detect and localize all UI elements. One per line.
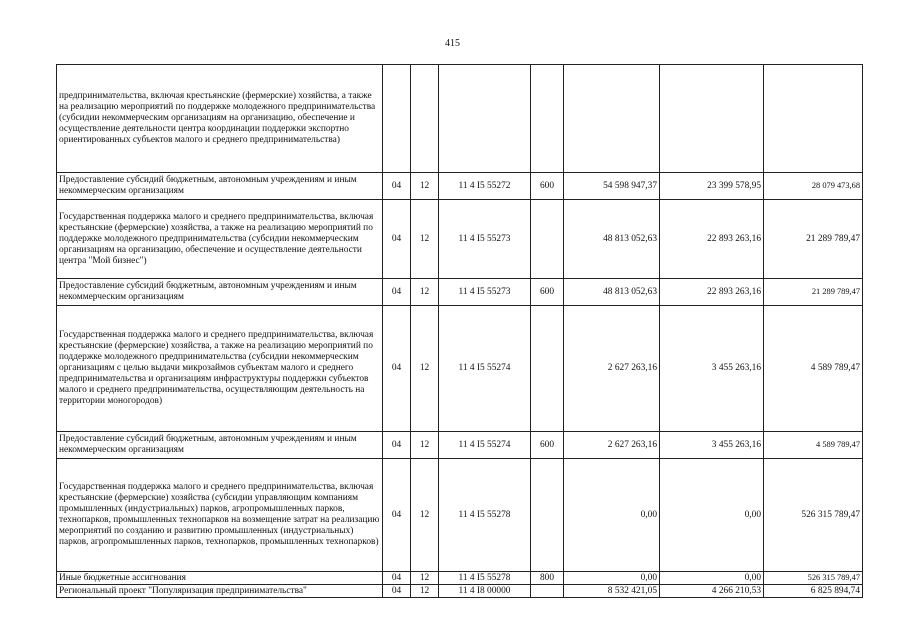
table-row bbox=[57, 65, 863, 173]
row-expense-type: 600 bbox=[531, 279, 564, 306]
row-subsection: 12 bbox=[411, 585, 439, 598]
row-target-article: 11 4 I5 55272 bbox=[439, 173, 531, 200]
table-row bbox=[57, 173, 863, 200]
row-sum-1: 0,00 bbox=[564, 459, 660, 572]
row-section: 04 bbox=[383, 585, 411, 598]
row-subsection: 12 bbox=[411, 432, 439, 459]
row-target-article: 11 4 I5 55274 bbox=[439, 306, 531, 432]
row-sum-2: 4 266 210,53 bbox=[660, 585, 764, 598]
row-subsection: 12 bbox=[411, 306, 439, 432]
table-row bbox=[57, 572, 863, 585]
row-target-article: 11 4 I5 55274 bbox=[439, 432, 531, 459]
row-expense-type: 600 bbox=[531, 173, 564, 200]
budget-table bbox=[56, 64, 863, 598]
row-sum-2 bbox=[660, 65, 764, 173]
row-sum-3: 526 315 789,47 bbox=[764, 459, 863, 572]
row-sum-3: 4 589 789,47 bbox=[764, 306, 863, 432]
row-subsection: 12 bbox=[411, 572, 439, 585]
row-name: Предоставление субсидий бюджетным, автономным учреждениям и иным некоммерческим организациям bbox=[57, 279, 383, 306]
table-row bbox=[57, 585, 863, 598]
row-section: 04 bbox=[383, 459, 411, 572]
row-sum-1: 0,00 bbox=[564, 572, 660, 585]
row-sum-3: 21 289 789,47 bbox=[764, 279, 863, 306]
row-target-article: 11 4 I5 55278 bbox=[439, 572, 531, 585]
row-subsection bbox=[411, 65, 439, 173]
row-sum-1 bbox=[564, 65, 660, 173]
row-section: 04 bbox=[383, 306, 411, 432]
row-sum-3 bbox=[764, 65, 863, 173]
row-section: 04 bbox=[383, 173, 411, 200]
row-sum-2: 22 893 263,16 bbox=[660, 279, 764, 306]
row-subsection: 12 bbox=[411, 279, 439, 306]
row-sum-2: 0,00 bbox=[660, 459, 764, 572]
row-sum-1: 2 627 263,16 bbox=[564, 432, 660, 459]
row-name: Предоставление субсидий бюджетным, автономным учреждениям и иным некоммерческим организациям bbox=[57, 173, 383, 200]
row-sum-1: 8 532 421,05 bbox=[564, 585, 660, 598]
row-expense-type bbox=[531, 459, 564, 572]
row-sum-1: 2 627 263,16 bbox=[564, 306, 660, 432]
row-section: 04 bbox=[383, 432, 411, 459]
page-number: 415 bbox=[445, 38, 460, 49]
row-expense-type bbox=[531, 306, 564, 432]
row-subsection: 12 bbox=[411, 459, 439, 572]
row-sum-3: 526 315 789,47 bbox=[764, 572, 863, 585]
row-sum-1: 54 598 947,37 bbox=[564, 173, 660, 200]
row-target-article: 11 4 I5 55273 bbox=[439, 200, 531, 279]
row-section: 04 bbox=[383, 572, 411, 585]
row-name: Предоставление субсидий бюджетным, автономным учреждениям и иным некоммерческим организациям bbox=[57, 432, 383, 459]
row-subsection: 12 bbox=[411, 173, 439, 200]
row-sum-2: 3 455 263,16 bbox=[660, 432, 764, 459]
row-sum-3: 4 589 789,47 bbox=[764, 432, 863, 459]
row-name: предпринимательства, включая крестьянские (фермерские) хозяйства, а также на реализацию мероприятий по поддержке молодежного предпринимательства (субсидии некоммерческим организациям на организацию, обеспечение и осуществление деятельности центра координации поддержки экспортно ориентированных субъектов малого и среднего предпринимательства) bbox=[57, 65, 383, 173]
row-name: Государственная поддержка малого и среднего предпринимательства, включая крестьянские (фермерские) хозяйства, а также на реализацию мероприятий по поддержке молодежного предпринимательства (субсидии некоммерческим организациям на организацию, обеспечение и осуществление деятельности центра "Мой бизнес") bbox=[57, 200, 383, 279]
row-subsection: 12 bbox=[411, 200, 439, 279]
row-sum-2: 0,00 bbox=[660, 572, 764, 585]
table-row bbox=[57, 200, 863, 279]
row-sum-3: 21 289 789,47 bbox=[764, 200, 863, 279]
row-expense-type bbox=[531, 585, 564, 598]
row-sum-2: 22 893 263,16 bbox=[660, 200, 764, 279]
row-sum-3: 28 079 473,68 bbox=[764, 173, 863, 200]
row-section: 04 bbox=[383, 200, 411, 279]
row-name: Государственная поддержка малого и среднего предпринимательства, включая крестьянские (фермерские) хозяйства (субсидии управляющим компаниям промышленных (индустриальных) парков, агропромышленных парков, технопарков, промышленных технопарков на возмещение затрат на реализацию мероприятий по созданию и развитию промышленных (индустриальных) парков, агропромышленных парков, технопарков, промышленных технопарков) bbox=[57, 459, 383, 572]
row-target-article: 11 4 I8 00000 bbox=[439, 585, 531, 598]
table-row bbox=[57, 432, 863, 459]
row-name: Государственная поддержка малого и среднего предпринимательства, включая крестьянские (фермерские) хозяйства, а также на реализацию мероприятий по поддержке молодежного предпринимательства (субсидии некоммерческим организациям с целью выдачи микрозаймов субъектам малого и среднего предпринимательства и организациям инфраструктуры поддержки субъектов малого и среднего предпринимательства, осуществляющим деятельность на территории моногородов) bbox=[57, 306, 383, 432]
row-section: 04 bbox=[383, 279, 411, 306]
row-sum-2: 23 399 578,95 bbox=[660, 173, 764, 200]
row-name: Иные бюджетные ассигнования bbox=[57, 572, 383, 585]
row-sum-3: 6 825 894,74 bbox=[764, 585, 863, 598]
row-expense-type: 600 bbox=[531, 432, 564, 459]
row-target-article: 11 4 I5 55273 bbox=[439, 279, 531, 306]
row-expense-type bbox=[531, 65, 564, 173]
table-row bbox=[57, 306, 863, 432]
row-section bbox=[383, 65, 411, 173]
table-row bbox=[57, 279, 863, 306]
row-target-article bbox=[439, 65, 531, 173]
row-name: Региональный проект "Популяризация предпринимательства" bbox=[57, 585, 383, 598]
table-row bbox=[57, 459, 863, 572]
row-sum-2: 3 455 263,16 bbox=[660, 306, 764, 432]
row-expense-type: 800 bbox=[531, 572, 564, 585]
row-target-article: 11 4 I5 55278 bbox=[439, 459, 531, 572]
row-sum-1: 48 813 052,63 bbox=[564, 200, 660, 279]
row-expense-type bbox=[531, 200, 564, 279]
row-sum-1: 48 813 052,63 bbox=[564, 279, 660, 306]
